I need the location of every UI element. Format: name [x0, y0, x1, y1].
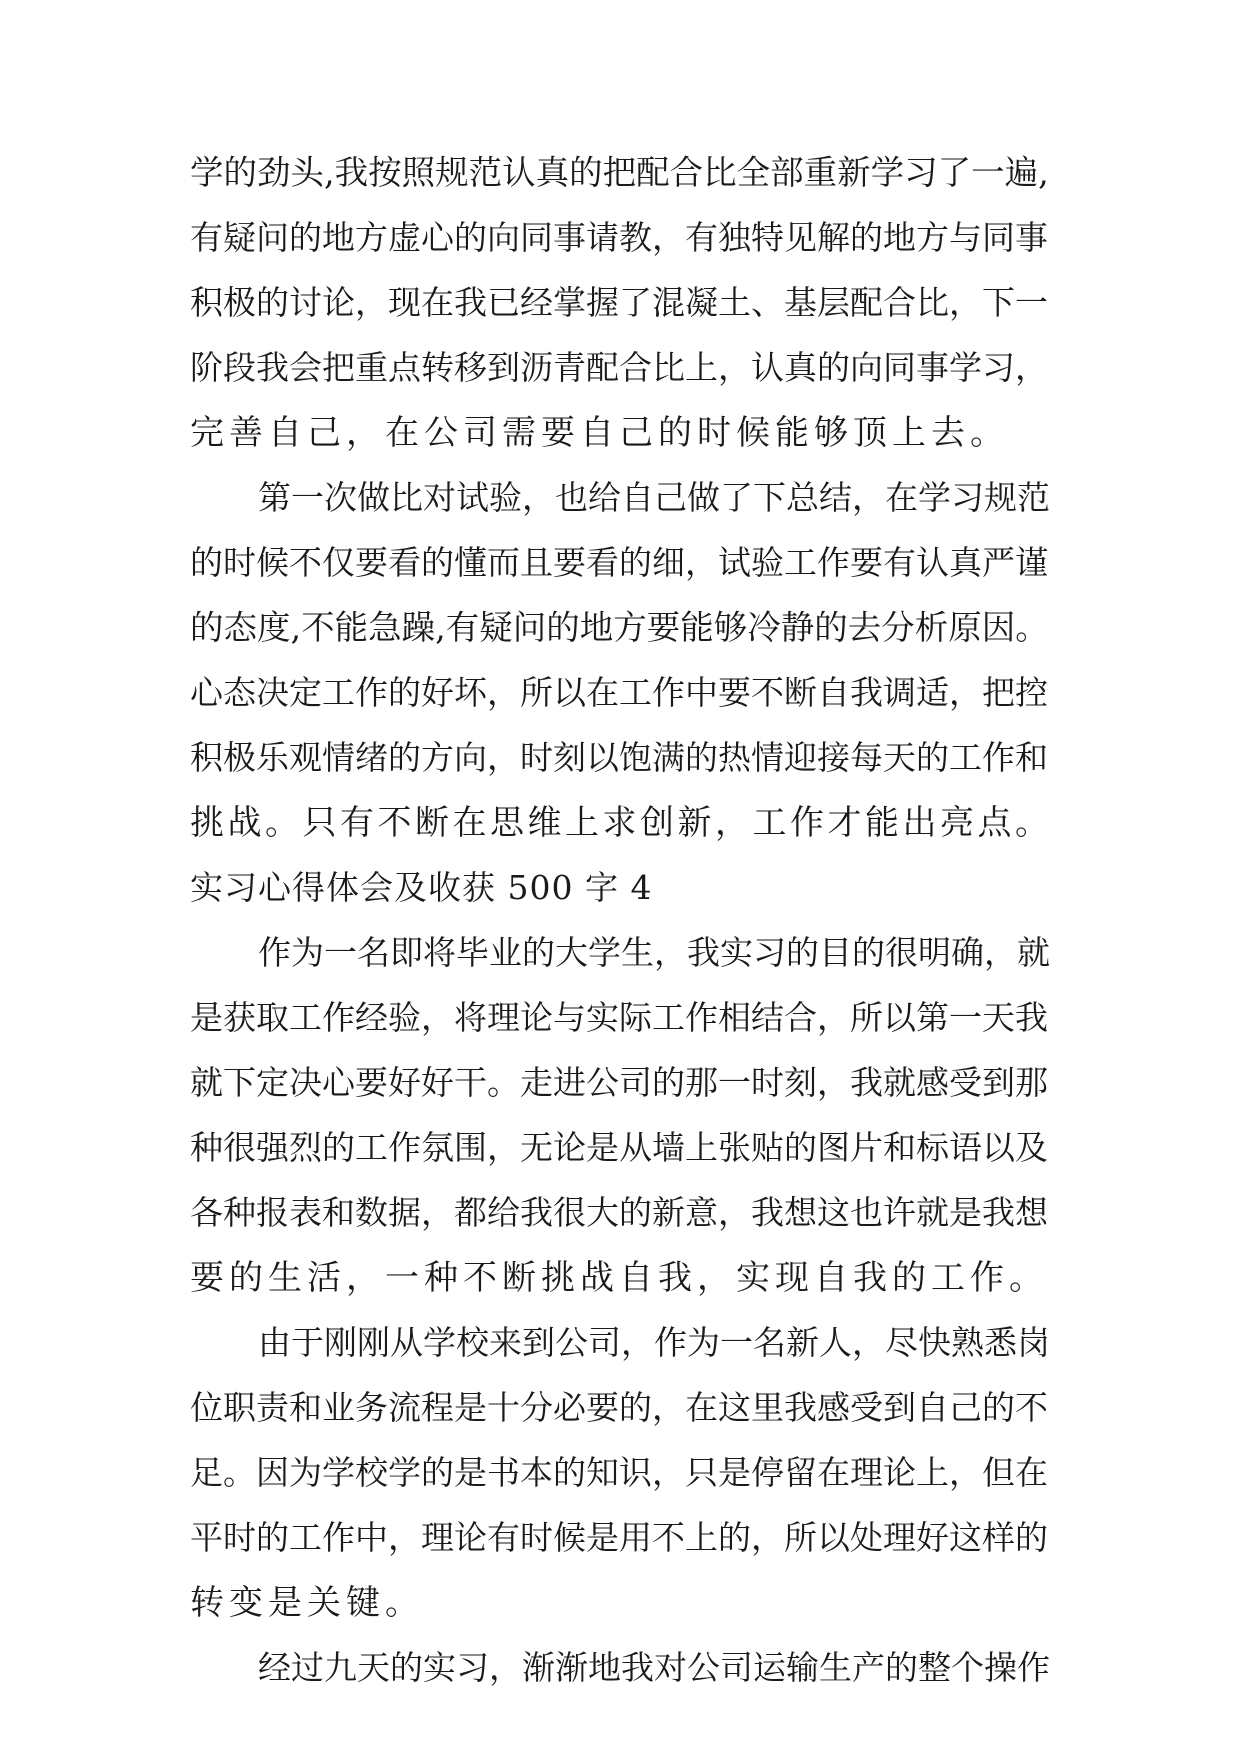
paragraph-line: 学的劲头,我按照规范认真的把配合比全部重新学习了一遍, — [190, 153, 1049, 192]
section-heading: 实习心得体会及收获 500 字 4 — [190, 868, 653, 907]
paragraph-line: 各种报表和数据，都给我很大的新意，我想这也许就是我想 — [190, 1193, 1048, 1232]
paragraph-line: 位职责和业务流程是十分必要的，在这里我感受到自己的不 — [190, 1388, 1048, 1427]
paragraph-line: 阶段我会把重点转移到沥青配合比上，认真的向同事学习， — [190, 348, 1048, 387]
paragraph-line: 积极乐观情绪的方向，时刻以饱满的热情迎接每天的工作和 — [190, 738, 1048, 777]
paragraph-line: 挑战。只有不断在思维上求创新，工作才能出亮点。 — [190, 803, 1053, 843]
paragraph-line: 要的生活，一种不断挑战自我，实现自我的工作。 — [190, 1258, 1048, 1298]
paragraph-line: 种很强烈的工作氛围，无论是从墙上张贴的图片和标语以及 — [190, 1128, 1048, 1167]
paragraph-line: 是获取工作经验，将理论与实际工作相结合，所以第一天我 — [190, 998, 1048, 1037]
paragraph-line: 的态度,不能急躁,有疑问的地方要能够冷静的去分析原因。 — [190, 608, 1049, 647]
paragraph-first-line: 经过九天的实习，渐渐地我对公司运输生产的整个操作 — [258, 1648, 1050, 1687]
paragraph-line: 的时候不仅要看的懂而且要看的细，试验工作要有认真严谨 — [190, 543, 1048, 582]
paragraph-line: 有疑问的地方虚心的向同事请教，有独特见解的地方与同事 — [190, 218, 1048, 257]
paragraph-first-line: 第一次做比对试验，也给自己做了下总结，在学习规范 — [258, 478, 1050, 517]
paragraph-line: 心态决定工作的好坏，所以在工作中要不断自我调适，把控 — [190, 673, 1048, 712]
paragraph-line: 完善自己，在公司需要自己的时候能够顶上去。 — [190, 413, 1009, 453]
paragraph-first-line: 由于刚刚从学校来到公司，作为一名新人，尽快熟悉岗 — [258, 1323, 1050, 1362]
paragraph-line: 积极的讨论，现在我已经掌握了混凝土、基层配合比，下一 — [190, 283, 1048, 322]
paragraph-first-line: 作为一名即将毕业的大学生，我实习的目的很明确，就 — [258, 933, 1050, 972]
paragraph-line: 转变是关键。 — [190, 1583, 424, 1623]
paragraph-line: 就下定决心要好好干。走进公司的那一时刻，我就感受到那 — [190, 1063, 1048, 1102]
paragraph-line: 平时的工作中，理论有时候是用不上的，所以处理好这样的 — [190, 1518, 1048, 1557]
paragraph-line: 足。因为学校学的是书本的知识，只是停留在理论上，但在 — [190, 1453, 1048, 1492]
